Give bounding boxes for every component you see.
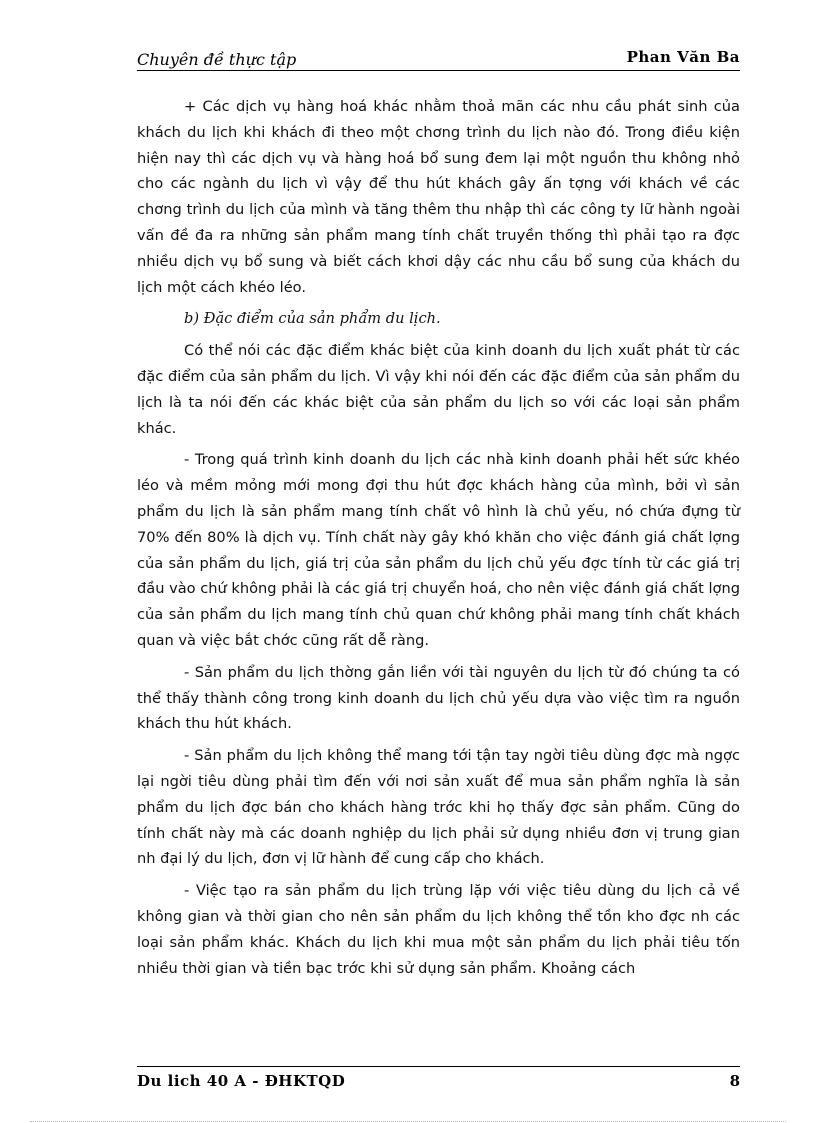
paragraph-distribution: - Sản phẩm du lịch không thể mang tới tận tay ngời tiêu dùng đợc mà ngợc lại ngời tiêu dùng phải tìm đến với nơi sản xuất để mua sản phẩm nghĩa là sản phẩm du lịch đợc bán cho khách hàng trớc khi họ thấy đợc sản phẩm. Cũng do tính chất này mà các doanh nghiệp du lịch phải sử dụng nhiều đơn vị trung gian nh đại lý du lịch, đơn vị lữ hành để cung cấp cho khách.	[137, 747, 740, 868]
section-heading: b) Đặc điểm của sản phẩm du lịch.	[184, 310, 441, 328]
page-edge-divider	[30, 1121, 786, 1122]
paragraph-intangible: - Trong quá trình kinh doanh du lịch các nhà kinh doanh phải hết sức khéo léo và mềm mỏng mới mong đợi thu hút đợc khách hàng của mình, bởi vì sản phẩm du lịch là sản phẩm mang tính chất vô hình là chủ yếu, nó chứa đựng từ 70% đến 80% là dịch vụ. Tính chất này gây khó khăn cho việc đánh giá chất lợng của sản phẩm du lịch, giá trị của sản phẩm du lịch chủ yếu đợc tính từ các giá trị đầu vào chứ không phải là các giá trị chuyển hoá, cho nên việc đánh giá chất lợng của sản phẩm du lịch mang tính chủ quan chứ không phải mang tính chất khách quan và việc bắt chớc cũng rất dễ ràng.	[137, 451, 740, 649]
page-number: 8	[729, 1072, 740, 1090]
header-author: Phan Văn Ba	[626, 48, 740, 66]
header-title: Chuyên đề thực tập	[137, 50, 297, 69]
footer-course: Du lich 40 A - ĐHKTQD	[137, 1072, 346, 1090]
page-footer	[137, 1066, 740, 1093]
paragraph-resources: - Sản phẩm du lịch thờng gắn liền với tài nguyên du lịch từ đó chúng ta có thể thấy thành công trong kinh doanh du lịch chủ yếu dựa vào việc tìm ra nguồn khách thu hút khách.	[137, 663, 740, 733]
paragraph-storage: - Việc tạo ra sản phẩm du lịch trùng lặp với việc tiêu dùng du lịch cả về không gian và thời gian cho nên sản phẩm du lịch không thể tồn kho đợc nh các loại sản phẩm khác. Khách du lịch khi mua một sản phẩm du lịch phải tiêu tốn nhiều thời gian và tiền bạc trớc khi sử dụng sản phẩm. Khoảng cách	[137, 882, 740, 977]
body-text	[137, 94, 740, 987]
paragraph-services: + Các dịch vụ hàng hoá khác nhằm thoả mãn các nhu cầu phát sinh của khách du lịch khi khách đi theo một chơng trình du lịch nào đó. Trong điều kiện hiện nay thì các dịch vụ và hàng hoá bổ sung đem lại một nguồn thu không nhỏ cho các ngành du lịch vì vậy để thu hút khách gây ấn tợng với khách về các chơng trình du lịch của mình và tăng thêm thu nhập thì các công ty lữ hành ngoài vấn đề đa ra những sản phẩm mang tính chất truyền thống thì phải tạo ra đợc nhiều dịch vụ bổ sung và biết cách khơi dậy các nhu cầu bổ sung của khách du lịch một cách khéo léo.	[137, 98, 740, 296]
paragraph-intro: Có thể nói các đặc điểm khác biệt của kinh doanh du lịch xuất phát từ các đặc điểm của sản phẩm du lịch. Vì vậy khi nói đến các đặc điểm của sản phẩm du lịch là ta nói đến các khác biệt của sản phẩm du lịch so với các loại sản phẩm khác.	[137, 342, 740, 437]
page-header	[137, 44, 740, 71]
